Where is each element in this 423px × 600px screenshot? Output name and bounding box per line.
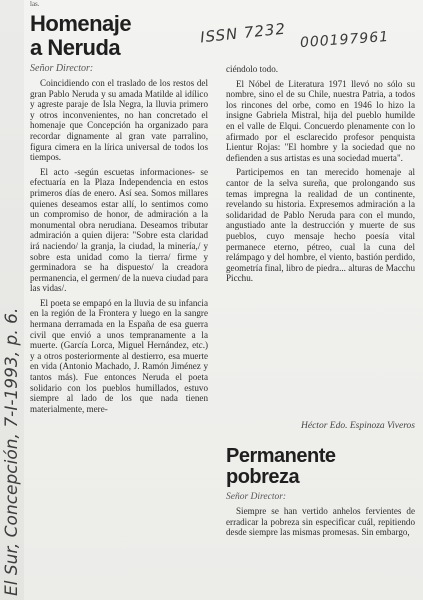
- article2-title-line-1: Permanente: [226, 445, 336, 467]
- article-column-left: [30, 78, 208, 418]
- paragraph: El acto -según escuetas informaciones- se efectuaría en la Plaza Independencia en estos primeros días de enero. Así sea. Somos millares quienes deseamos estar allí, lo sentimos como un compromiso de honor, de admiración a la monumental obra nerudiana. Deseamos tributar admiración a quien dijera: "Sobre esta claridad irá naciendo/ la granja, la ciudad, la minería,/ y sobre esta unidad como la tierra/ firme y germinadora se ha dispuesto/ la creadora permanencia, el germen/ de la nueva ciudad para las vidas/.: [30, 166, 208, 294]
- paragraph: El poeta se empapó en la lluvia de su infancia en la región de la Frontera y luego en la sangre hermana derramada en la España de esa guerra civil que envió a unos tempranamente a la muerte. (García Lorca, Miguel Hernández, etc.) y a otros posteriormente al destierro, esa muerte en vida (Antonio Machado, J. Ramón Jiménez y tantos más). Fue entonces Neruda el poeta solidario con los pueblos humillados, estuvo siempre al lado de los que nada tienen materialmente, mere-: [30, 297, 208, 414]
- paragraph: El Nóbel de Literatura 1971 llevó no sólo su nombre, sino el de su Chile, nuestra Patria, a todos los rincones del orbe, como en 1946 lo hizo la insigne Gabriela Mistral, hija del pueblo humilde en el valle de Elqui. Concuerdo plenamente con lo afirmado por el esclarecido profesor penquista Lientur Rojas: "El hombre y la sociedad que no defienden a sus artistas es una sociedad muerta".: [226, 78, 415, 163]
- article2-title-line-2: pobreza: [226, 466, 300, 488]
- article-salutation: Señor Director:: [30, 63, 94, 74]
- previous-article-fragment: las.: [30, 0, 40, 8]
- article2-salutation: Señor Director:: [226, 492, 287, 502]
- handwritten-issn: ISSN 7232: [199, 19, 287, 47]
- paragraph: ciéndolo todo.: [226, 64, 279, 74]
- article-title-line-2: a Neruda: [30, 35, 121, 60]
- article-signature: Héctor Edo. Espinoza Viveros: [301, 421, 415, 431]
- article2-body: [226, 506, 415, 542]
- handwritten-source-note: El Sur, Concepción, 7-I-1993, p. 6.: [2, 307, 22, 596]
- paragraph: Participemos en tan merecido homenaje al cantor de la selva sureña, que prolongando sus temas impregna la realidad de un continente, revelando su historia. Expresemos admiración a la solidaridad de Pablo Neruda para con el mundo, angustiado ante la destrucción y muerte de sus pueblos, cuyo mensaje hecho poesía vital permanece eterno, pétreo, cual la cuna del relámpago y del hombre, el viento, bastión perdido, geometría final, libro de piedra... alturas de Macchu Picchu.: [226, 167, 415, 284]
- article-title-pobreza: [226, 446, 336, 488]
- paragraph: Siempre se han vertido anhelos fervientes de erradicar la pobreza sin especificar cuál, repitiendo desde siempre las mismas promesas. Sin embargo,: [226, 506, 415, 538]
- handwritten-code: 000197961: [299, 28, 390, 52]
- paragraph: Coincidiendo con el traslado de los restos del gran Pablo Neruda y su amada Matilde al idílico y agreste paraje de Isla Negra, la lluvia primero y otros inconvenientes, no han concretado el homenaje que Concepción ha organizado para recordar dignamente al gran vate parralino, figura cimera en la lírica universal de todos los tiempos.: [30, 78, 208, 163]
- article-column-right: [226, 64, 415, 288]
- article-title-line-1: Homenaje: [30, 11, 132, 36]
- article-title-homenaje: [30, 12, 131, 60]
